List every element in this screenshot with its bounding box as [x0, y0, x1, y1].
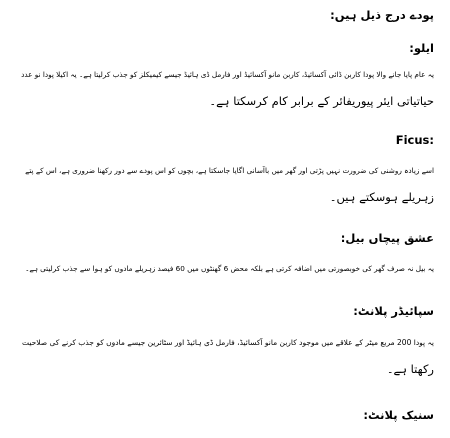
section-body-spider-plant	[14, 330, 434, 382]
body-line: یہ عام پایا جانے والا پودا کاربن ڈائی آکسائیڈ، کاربن مانو آکسائیڈ اور فارمل ڈی ہائیڈ جیسے کیمیکلز کو جذب کرلیتا ہے۔ یہ اکیلا پودا نو عدد	[21, 70, 434, 79]
section-body-ivy	[14, 256, 434, 282]
body-line: رکھتا ہے۔	[386, 362, 434, 376]
section-body-ficus	[14, 158, 434, 210]
body-line: حیاتیاتی ایئر پیوریفائر کے برابر کام کرسکتا ہے۔	[209, 94, 434, 108]
section-body-aloe	[14, 62, 434, 114]
intro-heading: پودے درج ذیل ہیں:	[330, 8, 434, 22]
section-title-spider-plant: سپائیڈر پلانٹ:	[353, 304, 434, 318]
body-line: زہریلے ہوسکتے ہیں۔	[329, 190, 434, 204]
body-line: یہ بیل نہ صرف گھر کی خوبصورتی میں اضافہ کرتی ہے بلکہ محض 6 گھنٹوں میں 60 فیصد زہریلے مادوں کو ہوا سے جذب کرلیتی ہے۔	[25, 264, 434, 273]
section-title-aloe: ایلو:	[409, 41, 434, 55]
section-title-ficus: Ficus:	[395, 133, 434, 147]
body-line: اسے زیادہ روشنی کی ضرورت نہیں پڑتی اور گھر میں باآسانی اگایا جاسکتا ہے، بچوں کو اس پودے سے دور رکھنا ضروری ہے، اس کے پتے	[25, 166, 434, 175]
section-title-snake-plant: سنیک پلانٹ:	[363, 408, 434, 422]
section-title-ivy: عشق پیچاں بیل:	[340, 231, 434, 245]
body-line: یہ پودا 200 مربع میٹر کے علاقے میں موجود کاربن مانو آکسائیڈ، فارمل ڈی ہائیڈ اور سٹائرین جیسے مادوں کو جذب کرنے کی صلاحیت	[22, 338, 434, 347]
